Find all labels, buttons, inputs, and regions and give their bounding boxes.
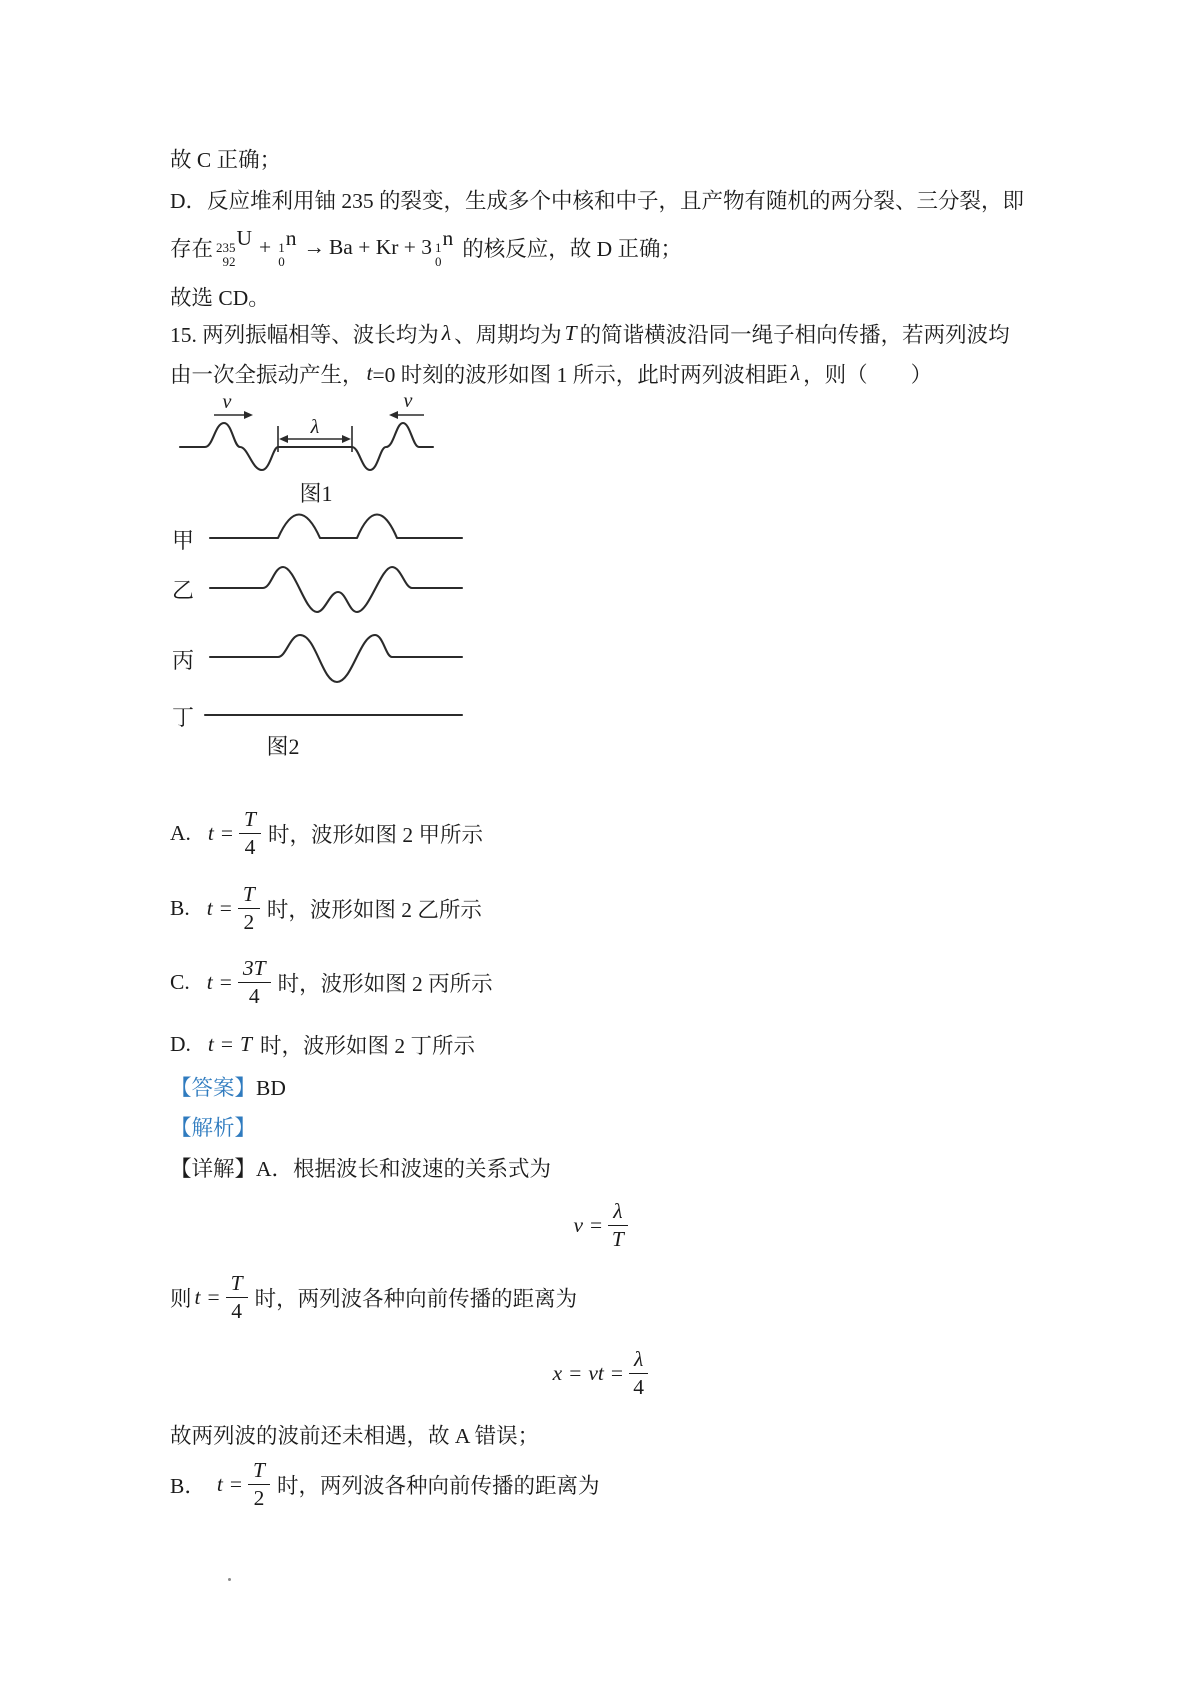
option-c xyxy=(170,958,493,1006)
nuclide-u235 xyxy=(216,226,252,270)
plus-sign: + xyxy=(259,235,272,260)
time-variable: t xyxy=(194,1284,201,1309)
atomic-number: 0 xyxy=(435,254,442,270)
equals-sign: = xyxy=(219,969,232,994)
fraction-T-over-2: $\frac{T}{2}$ xyxy=(238,882,260,933)
fig2-row-label-jia: 甲 xyxy=(172,528,195,553)
figure2-caption: 图2 xyxy=(266,734,300,759)
equals-sign: = xyxy=(207,1284,220,1309)
option-d-label: D. xyxy=(170,1032,191,1056)
fraction-lambda-over-T: $\frac{\lambda}{T}$ xyxy=(608,1199,627,1250)
velocity-variable: v xyxy=(573,1212,584,1237)
stem-text: ，则（ ） xyxy=(803,363,933,387)
answer-value: BD xyxy=(256,1076,286,1100)
option-d-text: 时，波形如图 2 丁所示 xyxy=(260,1034,476,1058)
detail-line-4-label: B． xyxy=(170,1473,206,1498)
period-variable: T xyxy=(240,1032,252,1056)
equals-sign: = xyxy=(220,1032,234,1056)
option-d xyxy=(170,1029,475,1060)
element-symbol: U xyxy=(236,226,253,250)
atomic-number: 92 xyxy=(222,254,236,270)
period-variable: T xyxy=(564,321,577,345)
fraction-T-over-2: $\frac{T}{2}$ xyxy=(248,1458,270,1509)
mass-number: 235 xyxy=(216,240,236,255)
waveform-jia-path xyxy=(210,515,462,539)
equals-sign: = xyxy=(220,820,234,845)
element-symbol: n xyxy=(442,226,454,250)
mass-number: 1 xyxy=(435,240,442,255)
figure2-waveforms-diagram xyxy=(195,500,467,728)
time-variable: t xyxy=(207,820,214,845)
analysis-label-line xyxy=(170,1111,256,1142)
option-b xyxy=(170,884,482,932)
question-15-stem-line2 xyxy=(170,358,932,389)
option-b-label: B. xyxy=(170,895,190,920)
option-b-text: 时，波形如图 2 乙所示 xyxy=(266,897,482,922)
detail-line-3: 故两列波的波前还未相遇，故 A 错误； xyxy=(170,1424,540,1448)
detail-line-2-prefix: 则 xyxy=(170,1286,192,1311)
answer-label: 【答案】 xyxy=(170,1076,257,1100)
figure1-wave-diagram xyxy=(170,388,450,488)
detail-line-4 xyxy=(170,1460,599,1508)
nuclide-neutron-1 xyxy=(278,226,296,270)
prev-answer-line-d2 xyxy=(170,226,682,270)
analysis-label: 【解析】 xyxy=(170,1116,257,1140)
option-a-label: A. xyxy=(170,820,191,845)
reaction-arrow: → xyxy=(303,235,325,260)
nuclide-neutron-2 xyxy=(435,226,453,270)
detail-line-4-suffix: 时，两列波各种向前传播的距离为 xyxy=(276,1473,600,1498)
distance-variable: x xyxy=(552,1360,563,1385)
waveform-yi-path xyxy=(210,567,462,612)
velocity-arrow-left xyxy=(214,391,253,419)
stem-text: 的简谐横波沿同一绳子相向传播，若两列波均 xyxy=(579,323,1010,347)
fraction-T-over-4: $\frac{T}{4}$ xyxy=(239,807,261,858)
detail-line-1: 【详解】A．根据波长和波速的关系式为 xyxy=(170,1157,552,1181)
stem-text: 、周期均为 xyxy=(454,323,562,347)
time-variable: t xyxy=(366,361,373,385)
nuclear-line-prefix: 存在 xyxy=(170,237,214,262)
reaction-products: Ba + Kr + 3 xyxy=(328,235,433,260)
stem-text: 由一次全振动产生， xyxy=(170,363,364,387)
prev-answer-line-c: 故 C 正确； xyxy=(170,148,282,172)
lambda-variable: λ xyxy=(441,321,452,345)
option-a xyxy=(170,809,483,857)
velocity-label-right: v xyxy=(403,390,413,412)
time-variable: t xyxy=(216,1471,223,1496)
vt-term: vt xyxy=(588,1360,604,1385)
equals-sign: = xyxy=(569,1360,582,1385)
element-symbol: n xyxy=(285,226,297,250)
prev-answer-choose: 故选 CD。 xyxy=(170,286,270,310)
fraction-3T-over-4: $\frac{3T}{4}$ xyxy=(238,956,271,1007)
mass-number: 1 xyxy=(278,240,285,255)
option-c-label: C. xyxy=(170,969,190,994)
atomic-number: 0 xyxy=(278,254,285,270)
answer-line xyxy=(170,1071,286,1102)
detail-line-2 xyxy=(170,1273,577,1321)
question-15-stem-line1 xyxy=(170,318,1010,349)
equals-sign: = xyxy=(590,1212,603,1237)
lambda-variable: λ xyxy=(790,361,801,385)
velocity-arrow-right xyxy=(389,390,424,419)
fig2-row-label-ding: 丁 xyxy=(172,705,195,730)
equals-sign: = xyxy=(229,1471,242,1496)
equals-sign: = xyxy=(610,1360,624,1385)
stray-mark xyxy=(228,1578,231,1581)
time-variable: t xyxy=(206,969,213,994)
fig2-row-label-bing: 丙 xyxy=(172,648,195,673)
formula-v-equals-lambda-over-T xyxy=(0,1201,1200,1249)
time-variable: t xyxy=(207,1032,214,1056)
wavelength-label: λ xyxy=(310,416,320,438)
option-a-text: 时，波形如图 2 甲所示 xyxy=(268,822,484,847)
stem-text: 15. 两列振幅相等、波长均为 xyxy=(170,323,439,347)
nuclear-line-suffix: 的核反应，故 D 正确； xyxy=(462,237,683,262)
time-variable: t xyxy=(206,895,213,920)
fraction-lambda-over-4: $\frac{\lambda}{4}$ xyxy=(629,1347,648,1398)
figure1-rope-wave-path xyxy=(180,423,433,470)
option-c-text: 时，波形如图 2 丙所示 xyxy=(277,971,493,996)
prev-answer-line-d1: D．反应堆利用铀 235 的裂变，生成多个中核和中子，且产物有随机的两分裂、三分裂，即 xyxy=(170,189,1025,213)
formula-x-equals-vt-equals-lambda-over-4 xyxy=(0,1349,1200,1397)
velocity-label-left: v xyxy=(222,391,232,413)
detail-line-2-suffix: 时，两列波各种向前传播的距离为 xyxy=(254,1286,578,1311)
figure1-caption: 图1 xyxy=(299,481,333,506)
waveform-bing-path xyxy=(210,635,462,682)
fig2-row-label-yi: 乙 xyxy=(172,578,195,603)
fraction-T-over-4: $\frac{T}{4}$ xyxy=(226,1271,248,1322)
stem-text: =0 时刻的波形如图 1 所示，此时两列波相距 xyxy=(372,363,788,387)
equals-sign: = xyxy=(219,895,232,920)
